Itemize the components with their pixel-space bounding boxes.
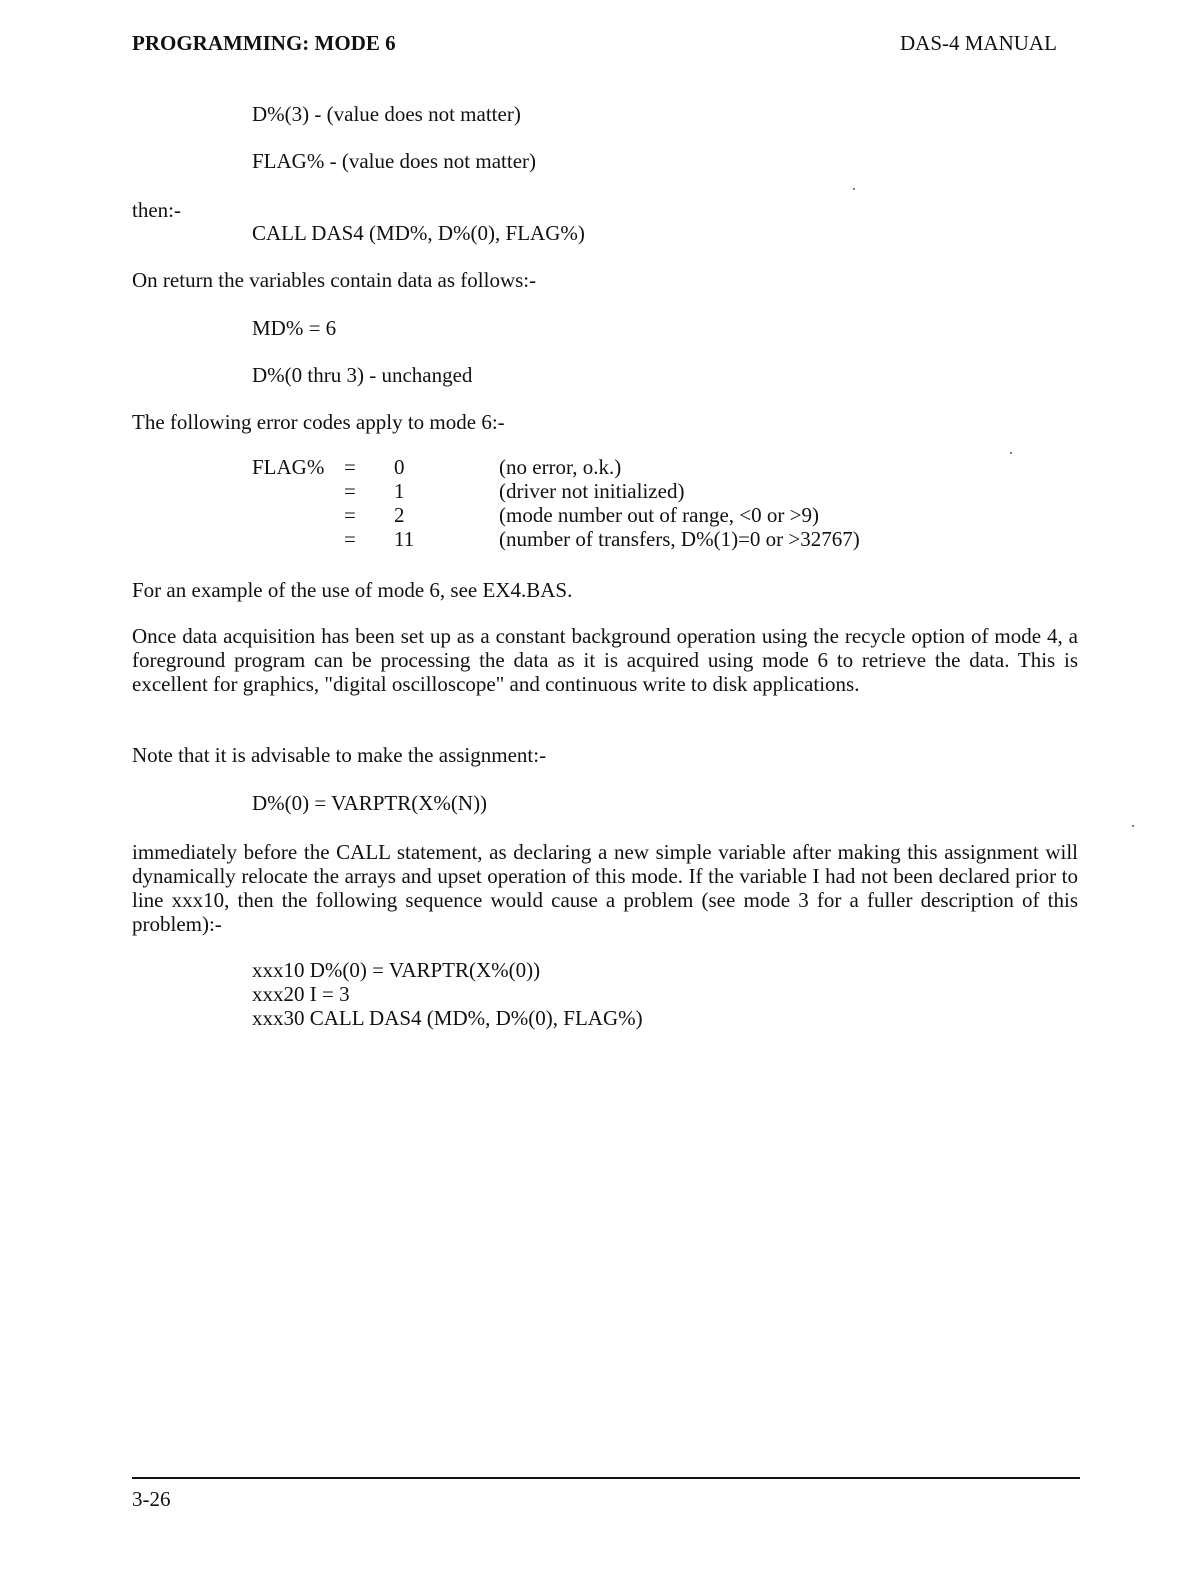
footer-rule xyxy=(132,1477,1080,1479)
error-code: 0 xyxy=(394,455,405,479)
error-code-row xyxy=(252,455,860,479)
error-code-row xyxy=(252,503,860,527)
error-description: (driver not initialized) xyxy=(499,479,685,503)
note-text: Note that it is advisable to make the assignment:- xyxy=(132,743,547,767)
scan-speck xyxy=(1010,452,1012,454)
code-line: xxx20 I = 3 xyxy=(252,982,350,1006)
assignment-statement: D%(0) = VARPTR(X%(N)) xyxy=(252,791,488,815)
call-statement: CALL DAS4 (MD%, D%(0), FLAG%) xyxy=(252,221,585,245)
error-code: 1 xyxy=(394,479,405,503)
line-flag: FLAG% - (value does not matter) xyxy=(252,149,537,173)
error-variable xyxy=(252,527,344,551)
on-return-text: On return the variables contain data as follows:- xyxy=(132,268,537,292)
manual-title: DAS-4 MANUAL xyxy=(900,31,1057,55)
equals-sign: = xyxy=(344,527,356,551)
error-code-row xyxy=(252,527,860,551)
equals-sign: = xyxy=(344,503,356,527)
page-number: 3-26 xyxy=(132,1487,171,1511)
error-code: 11 xyxy=(394,527,415,551)
equals-sign: = xyxy=(344,455,356,479)
error-code: 2 xyxy=(394,503,405,527)
error-description: (mode number out of range, <0 or >9) xyxy=(499,503,819,527)
error-variable xyxy=(252,479,344,503)
example-reference: For an example of the use of mode 6, see EX4.BAS. xyxy=(132,578,573,602)
scan-speck xyxy=(1132,825,1134,827)
paragraph-acquisition: Once data acquisition has been set up as a constant background operation using the recycle option of mode 4, a foreground program can be processing the data as it is acquired using mode 6 to retrieve the data. This is excellent for graphics, "digital oscilloscope" and continuous write to disk applications. xyxy=(132,624,1078,696)
error-code-row xyxy=(252,479,860,503)
section-header: PROGRAMMING: MODE 6 xyxy=(132,31,396,55)
error-variable: FLAG% xyxy=(252,455,325,479)
error-code-table xyxy=(252,455,860,551)
paragraph-immediately: immediately before the CALL statement, as declaring a new simple variable after making this assignment will dynamically relocate the arrays and upset operation of this mode. If the variable I had not been declared prior to line xxx10, then the following sequence would cause a problem (see mode 3 for a fuller description of this problem):- xyxy=(132,840,1078,936)
d-unchanged: D%(0 thru 3) - unchanged xyxy=(252,363,473,387)
code-line: xxx10 D%(0) = VARPTR(X%(0)) xyxy=(252,958,541,982)
md-value: MD% = 6 xyxy=(252,316,337,340)
then-label: then:- xyxy=(132,198,181,222)
code-sequence xyxy=(252,958,643,1030)
code-line: xxx30 CALL DAS4 (MD%, D%(0), FLAG%) xyxy=(252,1006,643,1030)
equals-sign: = xyxy=(344,479,356,503)
scan-speck xyxy=(853,188,855,190)
error-description: (no error, o.k.) xyxy=(499,455,622,479)
line-d3: D%(3) - (value does not matter) xyxy=(252,102,521,126)
error-description: (number of transfers, D%(1)=0 or >32767) xyxy=(499,527,860,551)
error-intro: The following error codes apply to mode 6:- xyxy=(132,410,505,434)
error-variable xyxy=(252,503,344,527)
